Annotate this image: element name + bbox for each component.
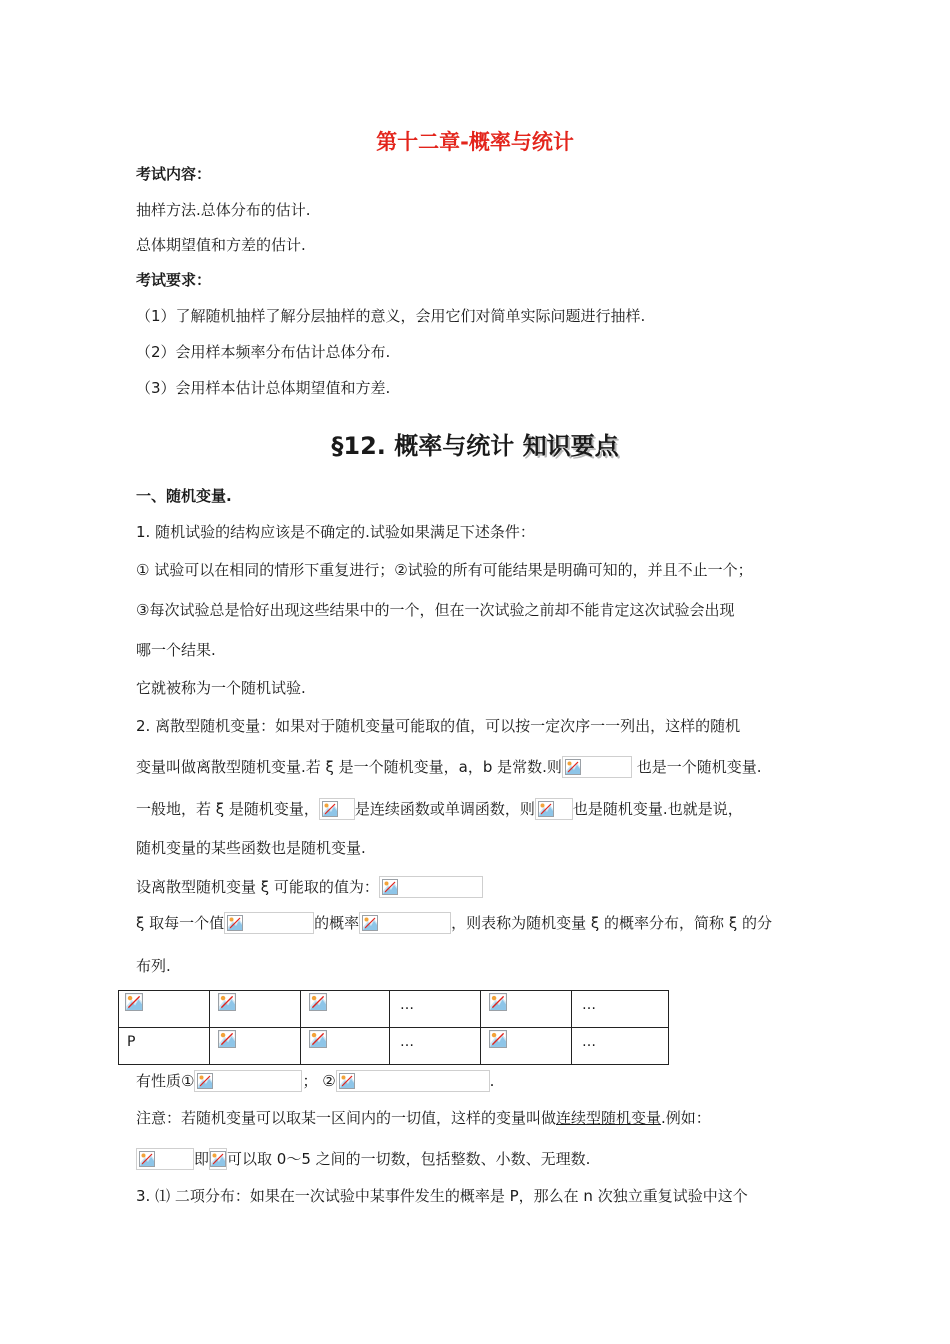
- paragraph: 随机变量的某些函数也是随机变量.: [136, 839, 366, 857]
- chapter-title: 第十二章-概率与统计: [376, 130, 574, 154]
- text-run: 一般地，若 ξ 是随机变量，: [136, 800, 319, 818]
- table-cell: [481, 991, 572, 1028]
- text-run: 即: [194, 1150, 210, 1168]
- text-run: 注意：若随机变量可以取某一区间内的一切值，这样的变量叫做: [136, 1109, 557, 1127]
- table-cell: [119, 1028, 210, 1065]
- section-title-emphasis: 知识要点: [522, 432, 619, 460]
- text-run: 也是一个随机变量.: [636, 758, 762, 776]
- table-cell: [301, 1028, 390, 1065]
- part-heading: 一、随机变量.: [136, 487, 232, 505]
- broken-image-icon: [565, 759, 581, 775]
- text-run: ，则表称为随机变量 ξ 的概率分布，简称 ξ 的分: [451, 914, 772, 932]
- text-run: ξ 取每一个值: [136, 914, 225, 932]
- broken-image-icon: [489, 993, 507, 1011]
- broken-image-icon: [125, 993, 143, 1011]
- broken-image-icon: [218, 993, 236, 1011]
- table-row: [119, 991, 669, 1028]
- paragraph: 3. ⑴ 二项分布：如果在一次试验中某事件发生的概率是 P，那么在 n 次独立重复试验中这个: [136, 1187, 748, 1205]
- formula-image: [136, 1148, 194, 1170]
- broken-image-icon: [210, 1151, 226, 1167]
- broken-image-icon: [382, 879, 398, 895]
- text-run: 可以取 0～5 之间的一切数，包括整数、小数、无理数.: [227, 1150, 591, 1168]
- ellipsis: …: [400, 997, 414, 1013]
- broken-image-icon: [139, 1151, 155, 1167]
- row-label: P: [127, 1034, 136, 1050]
- text-run: .例如：: [661, 1109, 711, 1127]
- broken-image-icon: [362, 915, 378, 931]
- table-cell: [210, 991, 301, 1028]
- text-run: 的概率: [314, 914, 360, 932]
- table-cell: [301, 991, 390, 1028]
- table-cell: [119, 991, 210, 1028]
- formula-image: [359, 912, 451, 934]
- paragraph: 1. 随机试验的结构应该是不确定的.试验如果满足下述条件：: [136, 523, 535, 541]
- paragraph: [136, 912, 772, 934]
- table-cell: [572, 991, 669, 1028]
- paragraph: 哪一个结果.: [136, 641, 216, 659]
- requirement-item: （2）会用样本频率分布估计总体分布.: [136, 343, 391, 361]
- broken-image-icon: [218, 1030, 236, 1048]
- formula-image: [224, 912, 314, 934]
- broken-image-icon: [227, 915, 243, 931]
- section-title-prefix: §12. 概率与统计: [331, 432, 515, 460]
- table-cell: [572, 1028, 669, 1065]
- broken-image-icon: [322, 801, 338, 817]
- term-link: 连续型随机变量: [556, 1109, 662, 1127]
- exam-content-heading: 考试内容：: [136, 165, 212, 183]
- formula-image: [209, 1148, 227, 1170]
- text-run: 变量叫做离散型随机变量.若 ξ 是一个随机变量，a，b 是常数.则: [136, 758, 562, 776]
- paragraph: 2. 离散型随机变量：如果对于随机变量可能取的值，可以按一定次序一一列出，这样的随机: [136, 717, 741, 735]
- paragraph: ① 试验可以在相同的情形下重复进行；②试验的所有可能结果是明确可知的，并且不止一个；: [136, 561, 753, 579]
- paragraph: ③每次试验总是恰好出现这些结果中的一个，但在一次试验之前却不能肯定这次试验会出现: [136, 601, 735, 619]
- paragraph: [136, 756, 761, 778]
- formula-image: [535, 798, 573, 820]
- text-run: 也是随机变量.也就是说，: [572, 800, 743, 818]
- text-run: 设离散型随机变量 ξ 可能取的值为：: [136, 878, 379, 896]
- paragraph: 它就被称为一个随机试验.: [136, 679, 306, 697]
- broken-image-icon: [538, 801, 554, 817]
- distribution-table: [118, 990, 669, 1065]
- section-title: [0, 426, 950, 461]
- ellipsis: …: [400, 1034, 414, 1050]
- table-cell: [390, 991, 481, 1028]
- broken-image-icon: [339, 1073, 355, 1089]
- requirement-item: （3）会用样本估计总体期望值和方差.: [136, 379, 391, 397]
- formula-image: [379, 876, 483, 898]
- ellipsis: …: [582, 1034, 596, 1050]
- broken-image-icon: [309, 1030, 327, 1048]
- formula-image: [319, 798, 355, 820]
- text-run: .: [489, 1072, 495, 1090]
- table-cell: [390, 1028, 481, 1065]
- paragraph: [136, 876, 483, 898]
- table-cell: [210, 1028, 301, 1065]
- exam-content-item: 抽样方法.总体分布的估计.: [136, 201, 311, 219]
- paragraph: 布列.: [136, 957, 171, 975]
- broken-image-icon: [489, 1030, 507, 1048]
- paragraph: [136, 1148, 590, 1170]
- table-cell: [481, 1028, 572, 1065]
- ellipsis: …: [582, 997, 596, 1013]
- text-run: ； ②: [302, 1072, 336, 1090]
- paragraph: [136, 1108, 711, 1128]
- formula-image: [194, 1070, 302, 1092]
- exam-requirements-heading: 考试要求：: [136, 271, 212, 289]
- requirement-item: （1）了解随机抽样了解分层抽样的意义，会用它们对简单实际问题进行抽样.: [136, 307, 646, 325]
- exam-content-item: 总体期望值和方差的估计.: [136, 236, 306, 254]
- text-run: 有性质①: [136, 1072, 195, 1090]
- formula-image: [336, 1070, 490, 1092]
- text-run: 是连续函数或单调函数，则: [354, 800, 535, 818]
- broken-image-icon: [309, 993, 327, 1011]
- broken-image-icon: [197, 1073, 213, 1089]
- table-row: [119, 1028, 669, 1065]
- formula-image: [562, 756, 632, 778]
- paragraph: [136, 798, 743, 820]
- paragraph: [136, 1070, 494, 1092]
